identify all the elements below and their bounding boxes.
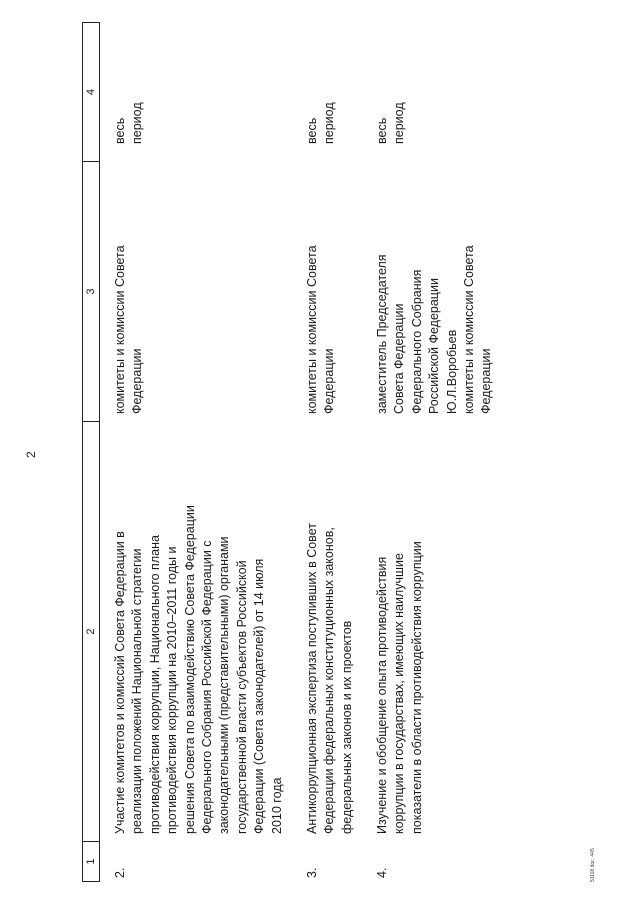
- responsible-text: комитеты и комиссии Совета Федерации: [113, 245, 145, 414]
- responsible-text: заместитель Председателя Совета Федерации Федерального Собрания Российской Федерации Ю.Л.Воробьев комитеты и комиссии Совета Федерации: [375, 245, 494, 414]
- header-col-3: 3: [83, 161, 99, 421]
- row-number: 4.: [375, 867, 389, 878]
- period-text: весь период: [375, 102, 407, 144]
- activity-text: Участие комитетов и комиссий Совета Федерации в реализации положений Национальной стратегии противодействия коррупции, Национального плана противодействия коррупции на 2010–2011 годы и решения Совета по взаимодействию Совета Федерации Федерального Собрания Российской Федерации с законодательными (представительными) органами государственной власти субъектов Российской Федерации (Совета законодателей) от 14 июля 2010 года: [113, 505, 284, 834]
- period-text: весь период: [305, 102, 337, 144]
- document-page: [24, 22, 610, 882]
- activity-text: Изучение и обобщение опыта противодействия коррупции в государствах, имеющих наилучшие показатели в области противодействия коррупции: [375, 541, 424, 834]
- header-col-4: 4: [85, 88, 97, 96]
- period-text: весь период: [113, 102, 145, 144]
- responsible-text: комитеты и комиссии Совета Федерации: [305, 245, 337, 414]
- activity-text: Антикоррупционная экспертиза поступивших в Совет Федерации федеральных конституционных законов, федеральных законов и их проектов: [305, 523, 354, 834]
- header-col-2: 2: [83, 421, 99, 841]
- page-number: 2: [24, 451, 38, 458]
- table-header: [82, 22, 100, 882]
- document-code: 51118 doc. 445: [590, 848, 596, 882]
- row-number: 3.: [305, 867, 319, 878]
- header-col-1: 1: [83, 841, 99, 881]
- row-number: 2.: [113, 867, 127, 878]
